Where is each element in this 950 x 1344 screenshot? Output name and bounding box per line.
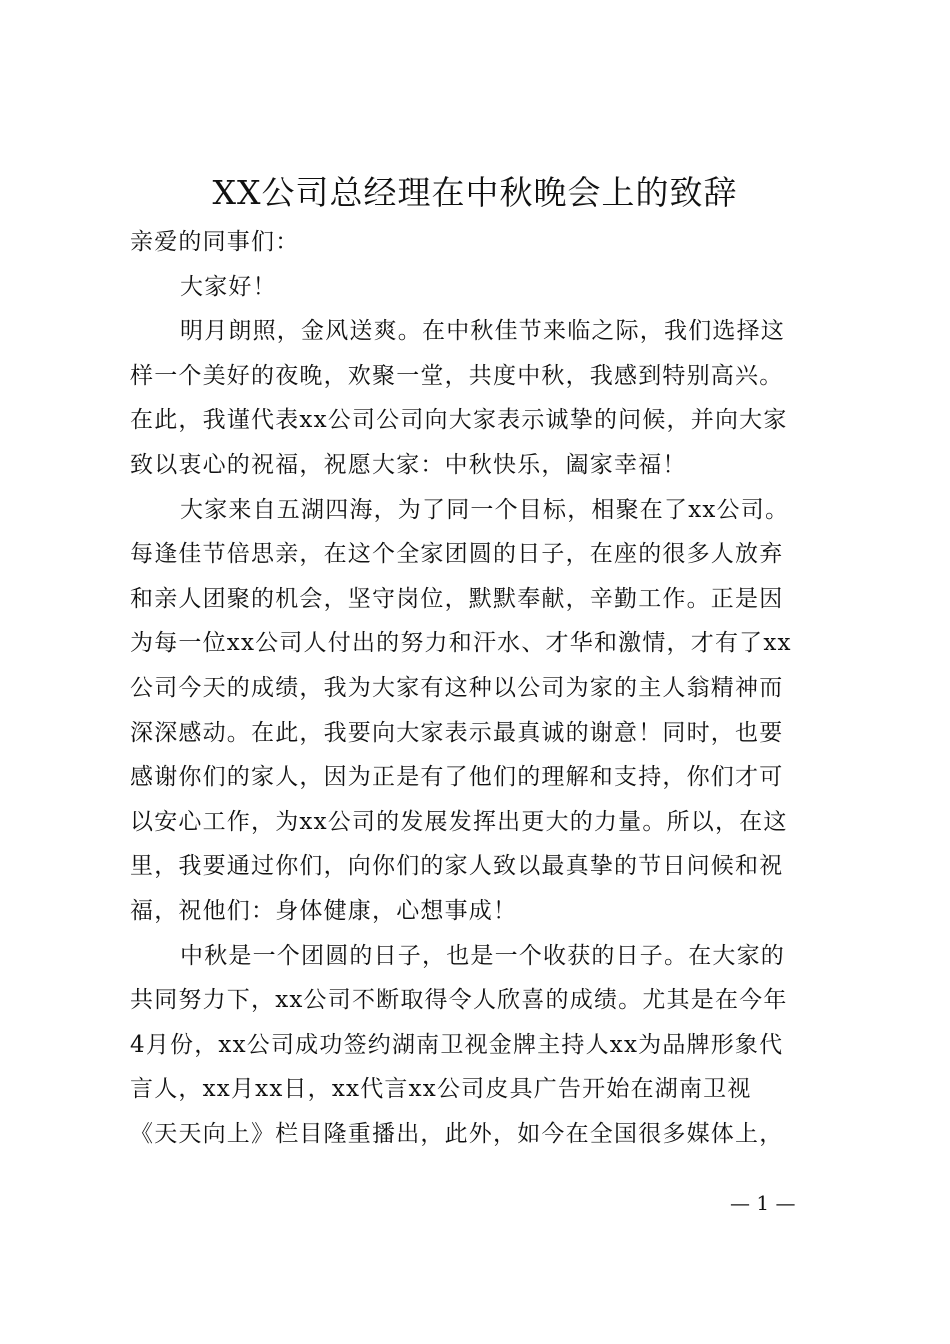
paragraph-3-line-3: 4月份，xx公司成功签约湖南卫视金牌主持人xx为品牌形象代 [130, 1031, 784, 1058]
paragraph-2-line-5: 公司今天的成绩，我为大家有这种以公司为家的主人翁精神而 [130, 674, 784, 701]
paragraph-2-line-7: 感谢你们的家人，因为正是有了他们的理解和支持，你们才可 [130, 764, 784, 791]
paragraph-3-line-2: 共同努力下，xx公司不断取得令人欣喜的成绩。尤其是在今年 [130, 987, 788, 1014]
paragraph-2-line-6: 深深感动。在此，我要向大家表示最真诚的谢意！同时，也要 [130, 719, 784, 746]
paragraph-2-line-10: 福，祝他们：身体健康，心想事成！ [130, 897, 518, 924]
paragraph-1-line-2: 样一个美好的夜晚，欢聚一堂，共度中秋，我感到特别高兴。 [130, 362, 784, 389]
page-number: — 1 — [730, 1191, 796, 1215]
paragraph-1-line-4: 致以衷心的祝福，祝愿大家：中秋快乐，阖家幸福！ [130, 451, 687, 478]
paragraph-1-line-1: 明月朗照，金风送爽。在中秋佳节来临之际，我们选择这 [180, 318, 785, 345]
paragraph-3-line-5: 《天天向上》栏目隆重播出，此外，如今在全国很多媒体上， [130, 1120, 784, 1147]
paragraph-2-line-9: 里，我要通过你们，向你们的家人致以最真挚的节日问候和祝 [130, 853, 784, 880]
paragraph-3-line-4: 言人，xx月xx日，xx代言xx公司皮具广告开始在湖南卫视 [130, 1076, 752, 1103]
greeting: 大家好！ [180, 273, 277, 300]
paragraph-3-line-1: 中秋是一个团圆的日子，也是一个收获的日子。在大家的 [180, 942, 785, 969]
paragraph-1-line-3: 在此，我谨代表xx公司公司向大家表示诚挚的问候，并向大家 [130, 407, 788, 434]
paragraph-2-line-1: 大家来自五湖四海，为了同一个目标，相聚在了xx公司。 [180, 496, 790, 523]
salutation: 亲爱的同事们： [130, 229, 300, 255]
paragraph-2-line-3: 和亲人团聚的机会，坚守岗位，默默奉献，辛勤工作。正是因 [130, 585, 784, 612]
paragraph-2-line-8: 以安心工作，为xx公司的发展发挥出更大的力量。所以，在这 [130, 808, 788, 835]
document-title: XX公司总经理在中秋晚会上的致辞 [212, 173, 738, 212]
paragraph-2-line-4: 为每一位xx公司人付出的努力和汗水、才华和激情，才有了xx [130, 630, 792, 657]
paragraph-2-line-2: 每逢佳节倍思亲，在这个全家团圆的日子，在座的很多人放弃 [130, 541, 784, 568]
document-body [130, 220, 830, 1156]
